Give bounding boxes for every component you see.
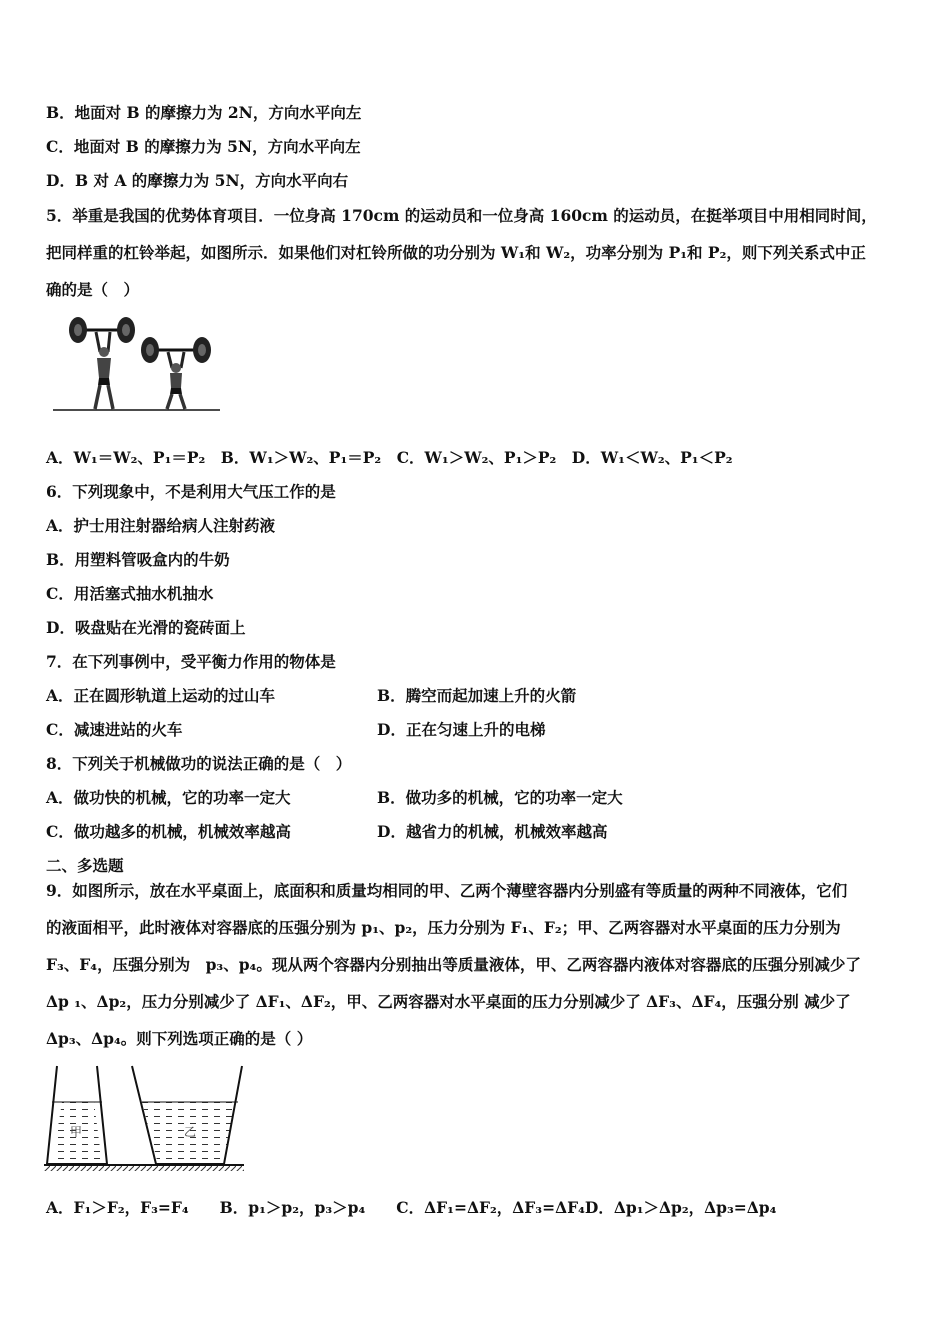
q6-option-b: B．用塑料管吸盒内的牛奶 <box>46 550 230 569</box>
q7-option-c: C．减速进站的火车 <box>46 720 183 739</box>
label-yi: 乙 <box>184 1125 197 1139</box>
container-yi <box>132 1066 242 1164</box>
q9-stem-line4: Δp ₁、Δp₂，压力分别减少了 ΔF₁、ΔF₂，甲、乙两容器对水平桌面的压力分别减少了 ΔF₃、ΔF₄，压强分别 减少了 <box>46 992 851 1011</box>
q4-option-d: D．B 对 A 的摩擦力为 5N，方向水平向右 <box>46 171 349 190</box>
q8-stem: 8．下列关于机械做功的说法正确的是（ ） <box>46 754 352 773</box>
q7-option-a: A．正在圆形轨道上运动的过山车 <box>46 686 276 705</box>
q6-option-c: C．用活塞式抽水机抽水 <box>46 584 214 603</box>
q9-stem-line3: F₃、F₄，压强分别为 p₃、p₄。现从两个容器内分别抽出等质量液体，甲、乙两容器内液体对容器底的压强分别减少了 <box>46 955 861 974</box>
q8-option-c: C．做功越多的机械，机械效率越高 <box>46 822 291 841</box>
q6-option-a: A．护士用注射器给病人注射药液 <box>46 516 276 535</box>
tall-lifter <box>69 317 135 409</box>
q8-option-d: D．越省力的机械，机械效率越高 <box>377 822 608 841</box>
q5-options: A．W₁＝W₂、P₁＝P₂ B．W₁＞W₂、P₁＝P₂ C．W₁＞W₂、P₁＞P₂ D．W₁＜W₂、P₁＜P₂ <box>46 448 733 467</box>
q9-stem-line5: Δp₃、Δp₄。则下列选项正确的是（ ） <box>46 1029 313 1048</box>
q6-stem: 6．下列现象中，不是利用大气压工作的是 <box>46 482 336 501</box>
containers-figure <box>44 1064 244 1172</box>
q5-stem-line2: 把同样重的杠铃举起，如图所示．如果他们对杠铃所做的功分别为 W₁和 W₂，功率分别为 P₁和 P₂，则下列关系式中正 <box>46 243 866 262</box>
q8-option-b: B．做功多的机械，它的功率一定大 <box>377 788 623 807</box>
label-jia: 甲 <box>70 1125 83 1139</box>
q7-option-b: B．腾空而起加速上升的火箭 <box>377 686 577 705</box>
weightlifters-figure <box>50 310 225 415</box>
q8-option-a: A．做功快的机械，它的功率一定大 <box>46 788 291 807</box>
q4-option-b: B．地面对 B 的摩擦力为 2N，方向水平向左 <box>46 103 362 122</box>
q6-option-d: D．吸盘贴在光滑的瓷砖面上 <box>46 618 246 637</box>
q9-stem-line1: 9．如图所示，放在水平桌面上，底面积和质量均相同的甲、乙两个薄壁容器内分别盛有等质量的两种不同液体，它们 <box>46 881 848 900</box>
container-jia <box>47 1066 107 1164</box>
q9-stem-line2: 的液面相平，此时液体对容器底的压强分别为 p₁、p₂，压力分别为 F₁、F₂；甲、乙两容器对水平桌面的压力分别为 <box>46 918 841 937</box>
q5-stem-line3: 确的是（ ） <box>46 280 140 299</box>
q4-option-c: C．地面对 B 的摩擦力为 5N，方向水平向左 <box>46 137 361 156</box>
short-lifter <box>141 337 211 409</box>
q9-options: A．F₁＞F₂，F₃=F₄ B．p₁＞p₂，p₃＞p₄ C．ΔF₁=ΔF₂，ΔF₃=ΔF₄D．Δp₁＞Δp₂，Δp₃=Δp₄ <box>46 1198 777 1217</box>
q7-stem: 7．在下列事例中，受平衡力作用的物体是 <box>46 652 336 671</box>
q5-stem-line1: 5．举重是我国的优势体育项目．一位身高 170cm 的运动员和一位身高 160cm 的运动员，在挺举项目中用相同时间， <box>46 206 877 225</box>
section-heading-multi-choice: 二、多选题 <box>46 856 124 875</box>
q7-option-d: D．正在匀速上升的电梯 <box>377 720 546 739</box>
